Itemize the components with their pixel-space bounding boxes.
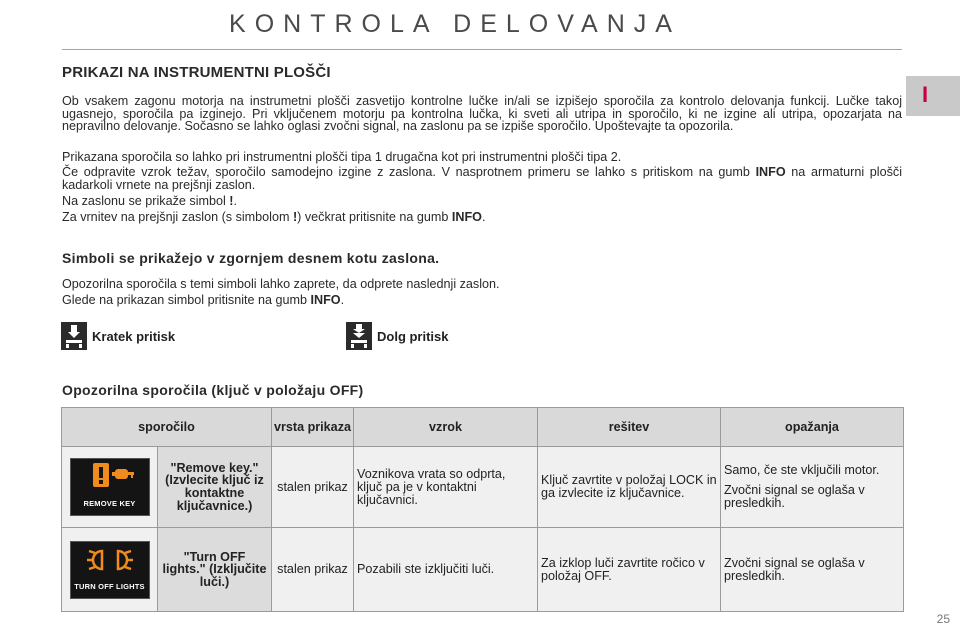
symbol-paragraph: Na zaslonu se prikaže simbol !.	[62, 194, 237, 208]
warning-note: Samo, če ste vključili motor.	[724, 463, 880, 477]
display-type: stalen prikaz	[272, 447, 354, 528]
table-row	[62, 528, 904, 612]
col-header-message: sporočilo	[62, 408, 272, 447]
chapter-tab-label: I	[922, 82, 929, 107]
warning-message: "Turn OFF lights." (Izključite luči.)	[158, 528, 272, 612]
col-header-notes: opažanja	[721, 408, 904, 447]
intro-paragraph: Ob vsakem zagonu motorja na instrumetni plošči zasvetijo kontrolne lučke in/ali se izpišejo sporočila za kontrolo delovanja funkcij. Lučke takoj ugasnejo, sporočila pa izginejo. Pri vključenem motorju pa kontrolna lučka, ki sveti ali utripa in sporočilo, ki ne izgine ali utripa, opozarjata na nepravilno delovanje. Sočasno se lahko oglasi zvočni signal, na zaslonu pa se izpiše sporočilo. Upoštevajte ta opozorila.	[62, 94, 902, 134]
display-type: stalen prikaz	[272, 528, 354, 612]
info-button-paragraph: Če odpravite vzrok težav, sporočilo samodejno izgine z zaslona. V nasprotnem primeru se lahko s pritiskom na gumb INFO na armaturni plošči kadarkoli vrnete na prejšnji zaslon.	[62, 165, 902, 192]
short-press-legend	[61, 322, 175, 350]
warning-cause: Pozabili ste izključiti luči.	[354, 528, 538, 612]
turn-off-lights-warning-icon	[70, 541, 150, 599]
info-keyword: INFO	[451, 210, 482, 224]
short-press-icon	[61, 322, 87, 350]
return-paragraph: Za vrnitev na prejšnji zaslon (s simbolom !) večkrat pritisnite na gumb INFO.	[62, 210, 486, 224]
warning-message: "Remove key." (Izvlecite ključ iz kontaktne ključavnice.)	[158, 447, 272, 528]
warning-notes	[721, 528, 904, 612]
col-header-solution: rešitev	[538, 408, 721, 447]
warning-solution: Ključ zavrtite v položaj LOCK in ga izvlecite iz ključavnice.	[538, 447, 721, 528]
warning-solution: Za izklop luči zavrtite ročico v položaj OFF.	[538, 528, 721, 612]
symbols-info-paragraph: Glede na prikazan simbol pritisnite na gumb INFO.	[62, 293, 345, 307]
warnings-heading: Opozorilna sporočila (ključ v položaju OFF)	[62, 382, 364, 398]
long-press-icon	[346, 322, 372, 350]
col-header-display: vrsta prikaza	[272, 408, 354, 447]
symbols-heading: Simboli se prikažejo v zgornjem desnem kotu zaslona.	[62, 250, 440, 266]
warning-image-cell	[62, 528, 158, 612]
remove-key-warning-icon	[70, 458, 150, 516]
table-row	[62, 447, 904, 528]
warning-note: Zvočni signal se oglaša v presledkih.	[724, 483, 865, 510]
panel-type-paragraph: Prikazana sporočila so lahko pri instrumentni plošči tipa 1 drugačna kot pri instrumentni plošči tipa 2.	[62, 150, 622, 164]
col-header-cause: vzrok	[354, 408, 538, 447]
long-press-label: Dolg pritisk	[377, 328, 449, 344]
turn-off-lights-caption: TURN OFF LIGHTS	[74, 581, 145, 591]
table-header-row	[62, 408, 904, 447]
warnings-table	[61, 407, 904, 612]
remove-key-caption: REMOVE KEY	[83, 499, 136, 508]
warning-note: Zvočni signal se oglaša v presledkih.	[724, 555, 865, 583]
long-press-legend	[346, 322, 449, 350]
chapter-tab[interactable]	[906, 76, 960, 116]
page-title: KONTROLA DELOVANJA	[229, 10, 681, 38]
info-keyword: INFO	[755, 165, 786, 179]
warning-notes	[721, 447, 904, 528]
short-press-label: Kratek pritisk	[92, 328, 176, 344]
page-number: 25	[936, 612, 950, 626]
title-divider	[62, 49, 902, 50]
symbols-paragraph: Opozorilna sporočila s temi simboli lahko zaprete, da odprete naslednji zaslon.	[62, 277, 500, 291]
warning-cause: Voznikova vrata so odprta, ključ pa je v kontaktni ključavnici.	[354, 447, 538, 528]
warning-image-cell	[62, 447, 158, 528]
section-heading: PRIKAZI NA INSTRUMENTNI PLOŠČI	[62, 64, 331, 81]
